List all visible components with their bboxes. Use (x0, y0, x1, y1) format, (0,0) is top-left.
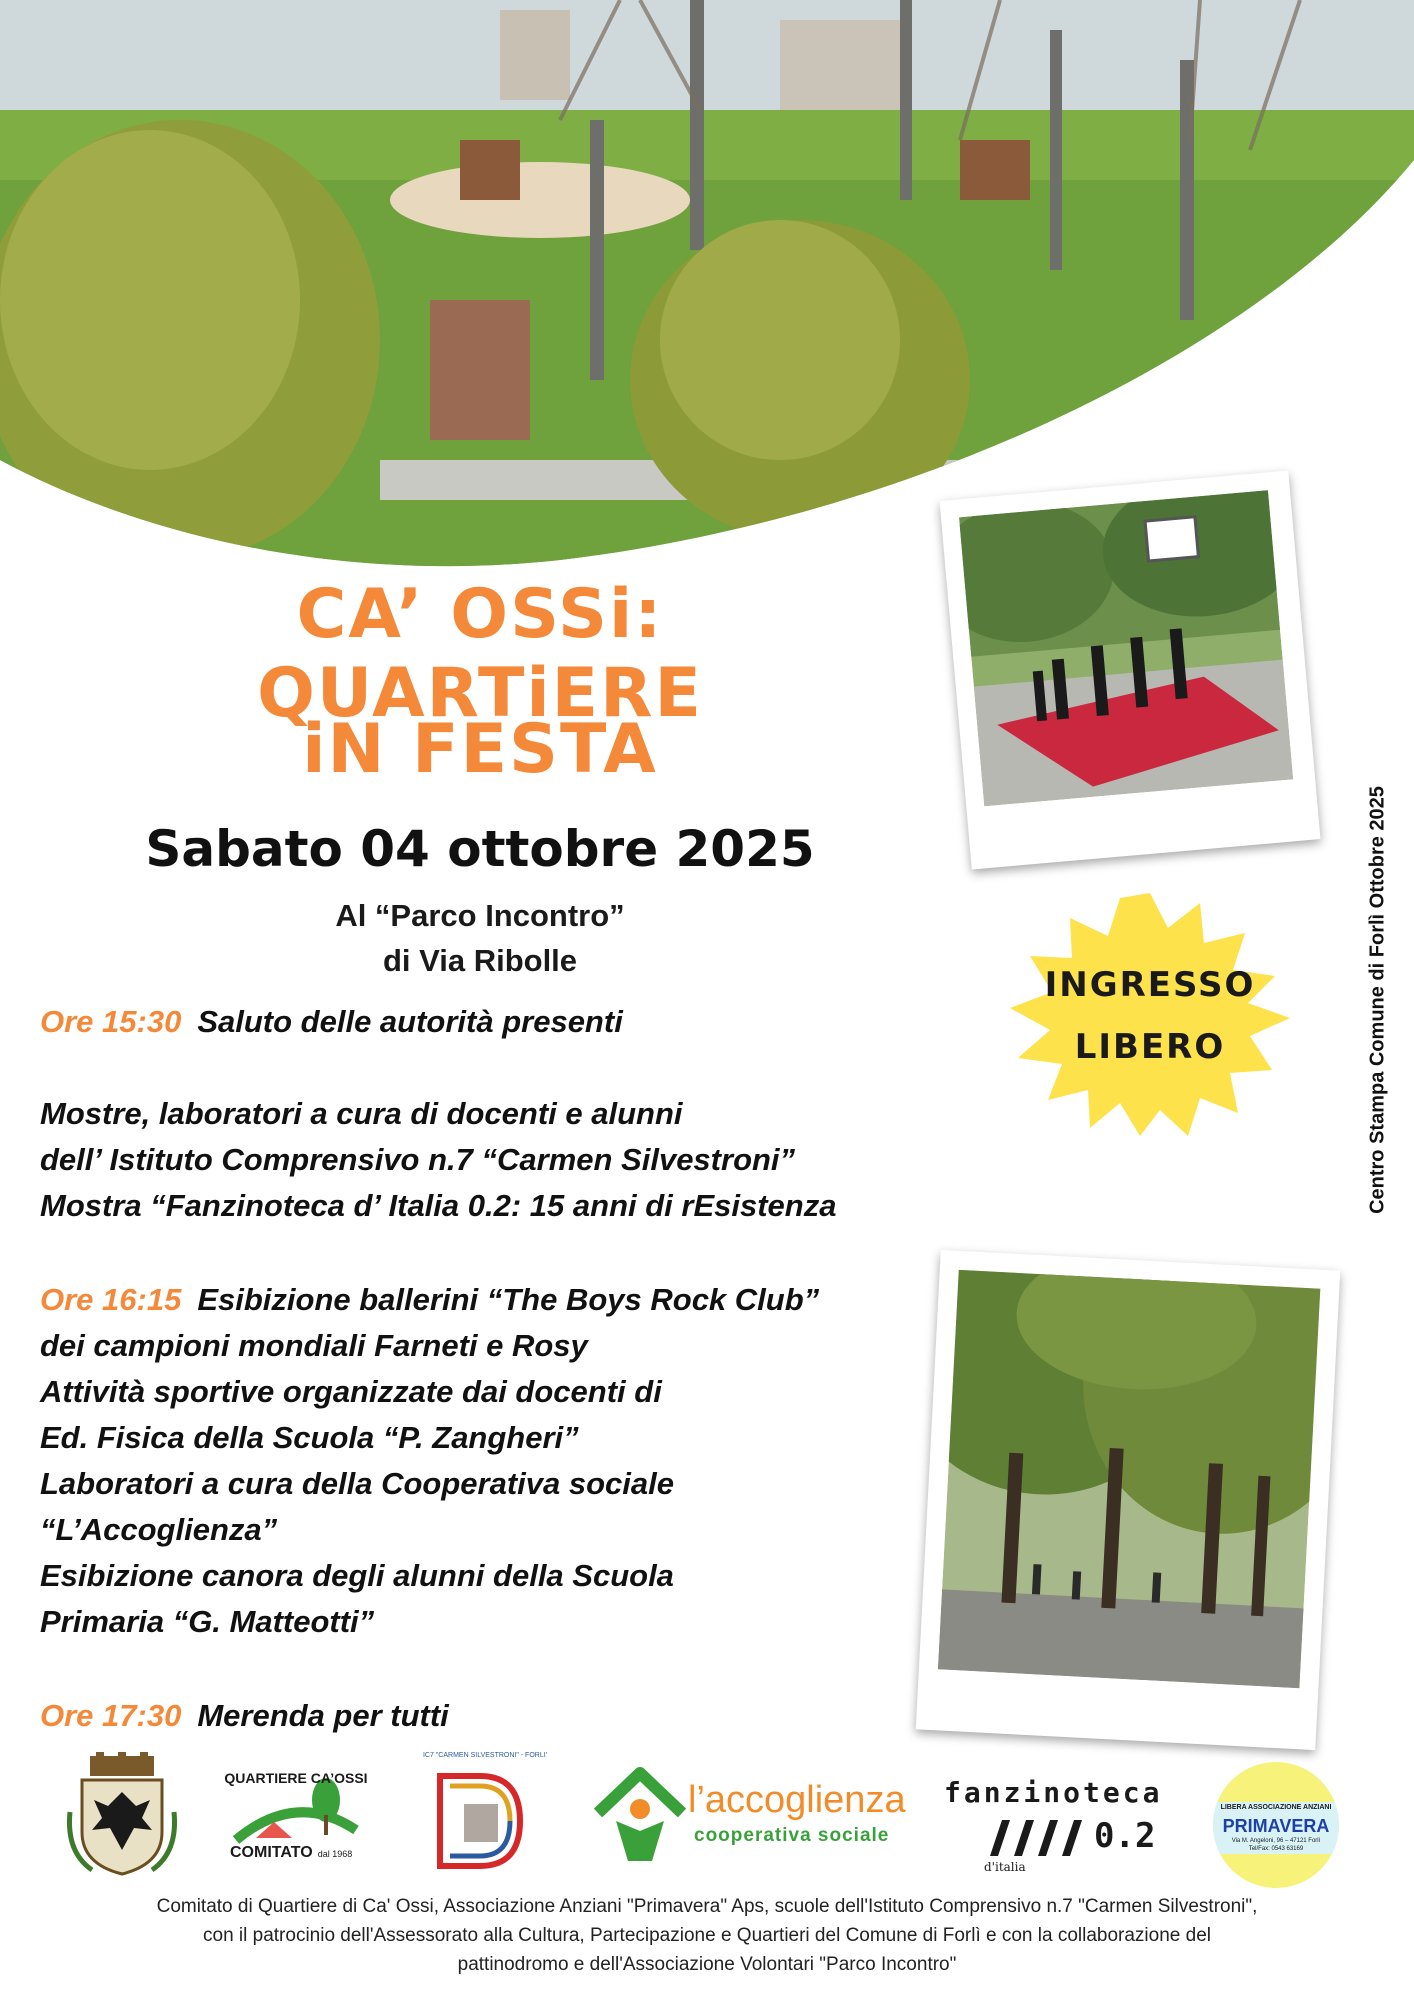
fanzinoteca-title: fanzinoteca (944, 1776, 1163, 1809)
badge-line2: LIBERO (1074, 1027, 1226, 1067)
program-line: dei campioni mondiali Farneti e Rosy (40, 1328, 588, 1363)
primavera-logo (1213, 1762, 1339, 1888)
program-line: Mostre, laboratori a cura di docenti e alunni (40, 1096, 683, 1131)
program-text: Esibizione ballerini “The Boys Rock Club” (197, 1282, 820, 1317)
program-line: Ed. Fisica della Scuola “P. Zangheri” (40, 1420, 579, 1455)
badge-line1: INGRESSO (1044, 965, 1256, 1005)
program-time: Ore 17:30 (40, 1698, 182, 1733)
program-item-1530 (40, 1004, 623, 1040)
program-line: Esibizione canora degli alunni della Scuola (40, 1558, 674, 1593)
comitato-top-text: QUARTIERE CA’OSSI (224, 1770, 368, 1786)
footer-credits (40, 1892, 1374, 1979)
starburst-badge (1000, 888, 1300, 1138)
event-date: Sabato 04 ottobre 2025 (145, 820, 815, 878)
dance-photo (940, 470, 1321, 869)
accoglienza-subtitle: cooperativa sociale (694, 1825, 890, 1846)
program-time: Ore 16:15 (40, 1282, 182, 1317)
program-text: Saluto delle autorità presenti (197, 1004, 623, 1039)
comitato-ca-ossi-logo (216, 1760, 376, 1870)
program-line: Mostra “Fanzinoteca d’ Italia 0.2: 15 anni di rEsistenza (40, 1188, 837, 1223)
primavera-top-text: LIBERA ASSOCIAZIONE ANZIANI (1220, 1804, 1332, 1811)
primavera-phone: Tel/Fax: 0543 63169 (1248, 1846, 1304, 1852)
program-time: Ore 15:30 (40, 1004, 182, 1039)
comitato-year-text: dal 1968 (317, 1849, 353, 1859)
accoglienza-title: l’accoglienza (688, 1779, 906, 1821)
park-trees-photo (916, 1250, 1341, 1750)
program-item-1730 (40, 1698, 449, 1734)
program-line: dell’ Istituto Comprensivo n.7 “Carmen Silvestroni” (40, 1142, 796, 1177)
program-line: Primaria “G. Matteotti” (40, 1604, 375, 1639)
ic7-silvestroni-logo (420, 1752, 550, 1877)
footer-line: Comitato di Quartiere di Ca' Ossi, Associazione Anziani "Primavera" Aps, scuole dell'Istituto Comprensivo n.7 "Carmen Silvestroni", (156, 1896, 1258, 1917)
fanzinoteca-subtitle: d'italia (984, 1860, 1026, 1874)
comune-forli-crest-logo (62, 1752, 182, 1877)
program-line: Laboratori a cura della Cooperativa sociale (40, 1466, 675, 1501)
ic7-text: IC7 "CARMEN SILVESTRONI" - FORLI' (422, 1752, 548, 1759)
footer-line: pattinodromo e dell'Associazione Volontari "Parco Incontro" (457, 1954, 957, 1975)
fanzinoteca-number: 0.2 (1094, 1816, 1156, 1856)
event-title-line1: CA’ OSSi: QUARTiERE (257, 575, 703, 733)
event-location-line2: di Via Ribolle (382, 943, 578, 978)
event-location-line1: Al “Parco Incontro” (335, 898, 625, 933)
footer-line: con il patrocinio dell'Assessorato alla Cultura, Partecipazione e Quartieri del Comune di Forlì e con la collaborazione del (203, 1925, 1211, 1946)
comitato-bottom-text: COMITATO (230, 1844, 313, 1861)
fanzinoteca-logo (944, 1776, 1174, 1876)
program-text: Merenda per tutti (197, 1698, 449, 1733)
program-item-1615 (40, 1282, 819, 1318)
fanzinoteca-stripes-icon (980, 1818, 1090, 1858)
program-line: “L’Accoglienza” (40, 1512, 278, 1547)
primavera-title: PRIMAVERA (1222, 1816, 1330, 1836)
accoglienza-house-icon (590, 1765, 690, 1865)
program-line: Attività sportive organizzate dai docenti di (40, 1374, 662, 1409)
primavera-address: Via M. Angeloni, 96 – 47121 Forlì (1231, 1838, 1321, 1844)
event-title-line2: iN FESTA (302, 710, 658, 789)
comitato-bottom (230, 1842, 380, 1862)
print-credit: Centro Stampa Comune di Forlì Ottobre 2025 (1366, 786, 1389, 1214)
accoglienza-logo (590, 1765, 906, 1865)
